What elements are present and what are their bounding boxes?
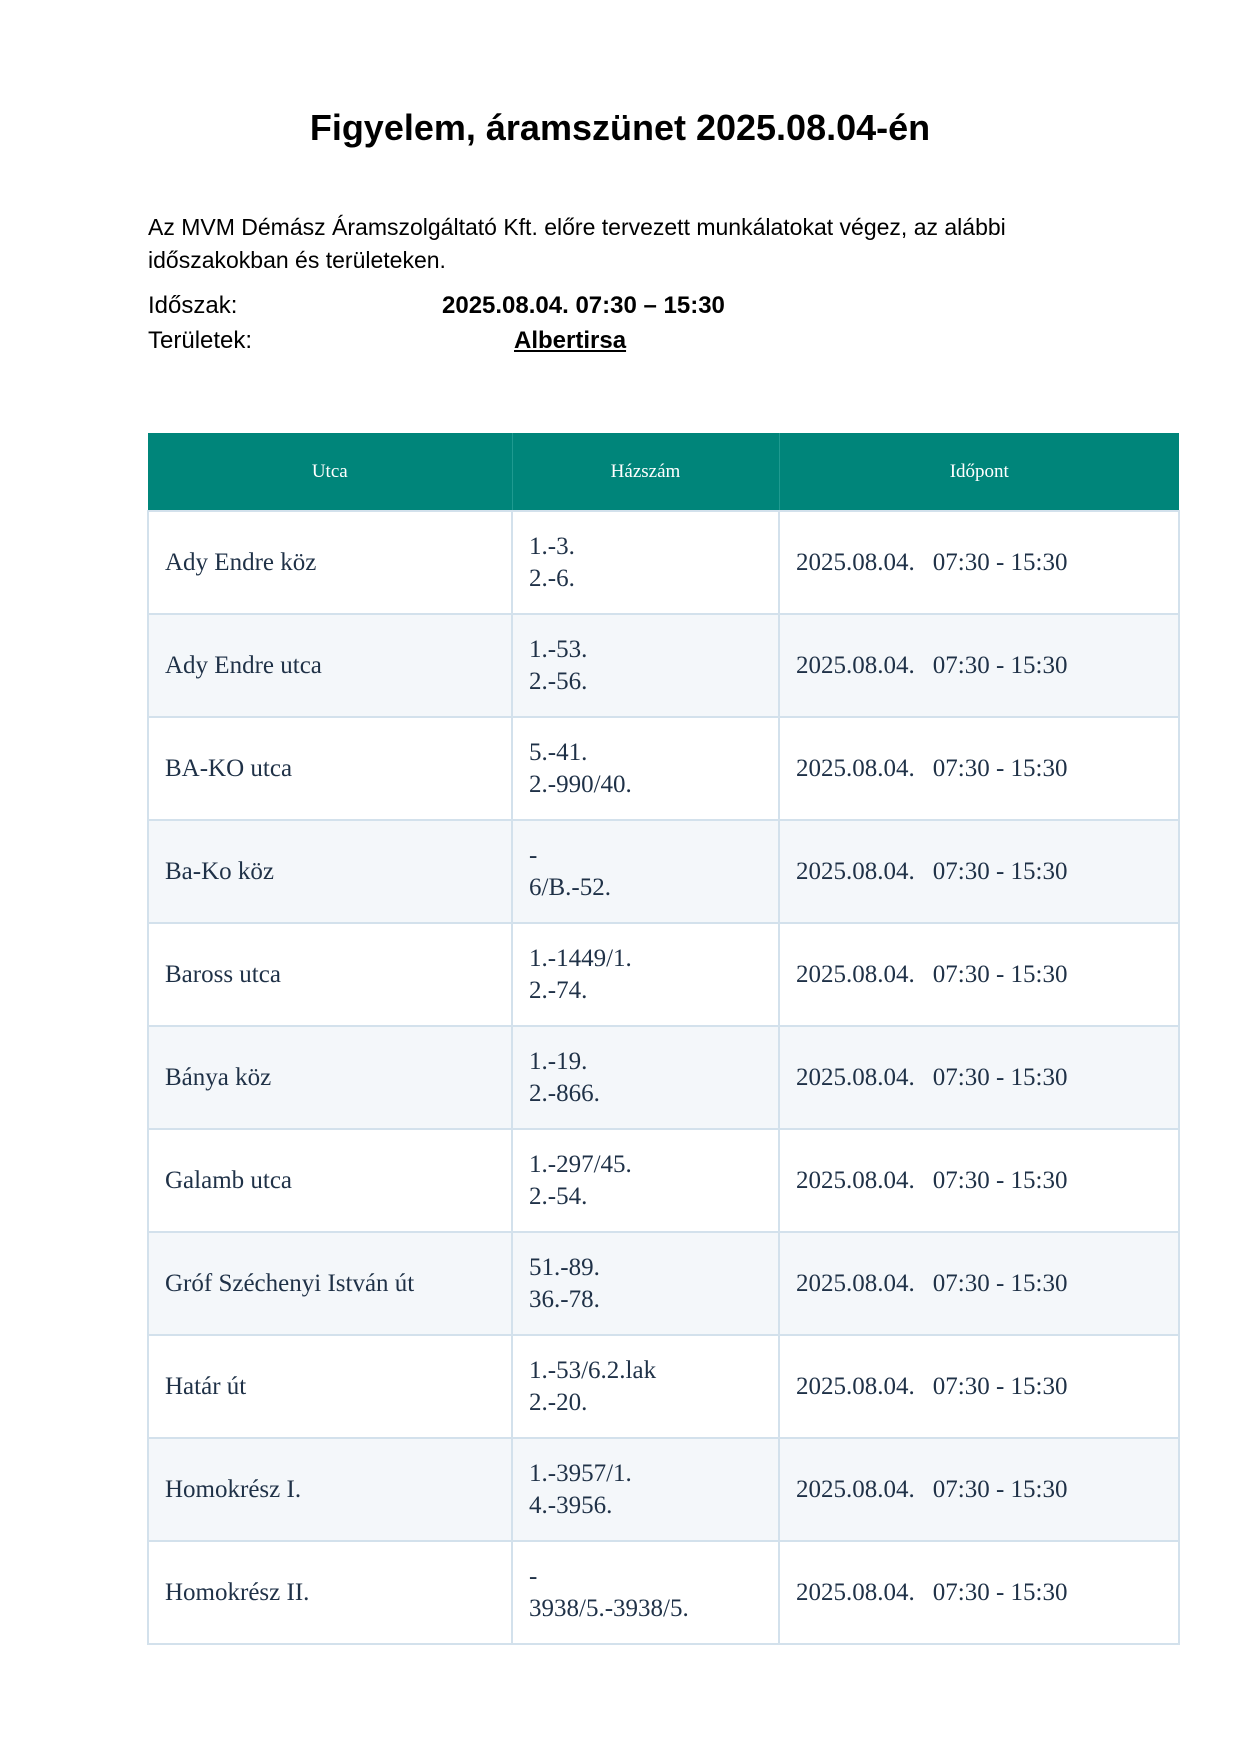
time-cell (779, 511, 1179, 614)
outage-date: 2025.08.04. (796, 960, 915, 988)
house-number-cell (512, 1438, 779, 1541)
house-number-range: 36.-78. (529, 1285, 600, 1313)
outage-date: 2025.08.04. (796, 754, 915, 782)
table-row (148, 820, 1179, 923)
outage-date: 2025.08.04. (796, 1063, 915, 1091)
time-cell (779, 1438, 1179, 1541)
house-number-range: 2.-54. (529, 1182, 588, 1210)
outage-time-range: 07:30 - 15:30 (932, 1269, 1068, 1297)
house-number-range: 2.-6. (529, 564, 575, 592)
outage-time-range: 07:30 - 15:30 (932, 1063, 1068, 1091)
intro-paragraph: Az MVM Démász Áramszolgáltató Kft. előre tervezett munkálatokat végez, az alábbi időszakokban és területeken. (148, 214, 1006, 273)
areas-label: Területek: (148, 327, 253, 354)
house-number-range: 2.-56. (529, 667, 588, 695)
house-number-range: 1.-53. (529, 635, 588, 663)
table-row (148, 1541, 1179, 1644)
house-number-cell (512, 923, 779, 1026)
outage-time-range: 07:30 - 15:30 (932, 1475, 1068, 1503)
time-cell (779, 923, 1179, 1026)
house-number-range: 3938/5.-3938/5. (529, 1594, 689, 1622)
house-number-range: 1.-53/6.2.lak (529, 1356, 657, 1384)
time-cell (779, 1541, 1179, 1644)
table-row (148, 1129, 1179, 1232)
house-number-range: 1.-3. (529, 532, 575, 560)
street-cell: BA-KO utca (148, 717, 512, 820)
house-number-cell (512, 511, 779, 614)
header-street: Utca (148, 433, 512, 511)
outage-date: 2025.08.04. (796, 1372, 915, 1400)
house-number-range: 2.-866. (529, 1079, 600, 1107)
outage-date: 2025.08.04. (796, 1166, 915, 1194)
table-row (148, 614, 1179, 717)
outage-time-range: 07:30 - 15:30 (932, 1372, 1068, 1400)
house-number-cell (512, 1232, 779, 1335)
period-label: Időszak: (148, 292, 238, 319)
house-number-range: 6/B.-52. (529, 873, 611, 901)
outage-time-range: 07:30 - 15:30 (932, 651, 1068, 679)
table-header-row (148, 433, 1179, 511)
areas-value: Albertirsa (514, 327, 627, 354)
house-number-range: 2.-20. (529, 1388, 588, 1416)
outage-time-range: 07:30 - 15:30 (932, 857, 1068, 885)
time-cell (779, 1232, 1179, 1335)
street-cell: Ady Endre utca (148, 614, 512, 717)
street-cell: Gróf Széchenyi István út (148, 1232, 512, 1335)
house-number-range: 4.-3956. (529, 1491, 613, 1519)
house-number-range: 2.-990/40. (529, 770, 632, 798)
outage-date: 2025.08.04. (796, 651, 915, 679)
outage-time-range: 07:30 - 15:30 (932, 754, 1068, 782)
time-cell (779, 1129, 1179, 1232)
table-row (148, 923, 1179, 1026)
table-body (148, 511, 1179, 1644)
time-cell (779, 1026, 1179, 1129)
street-cell: Baross utca (148, 923, 512, 1026)
outage-time-range: 07:30 - 15:30 (932, 1578, 1068, 1606)
house-number-cell (512, 1335, 779, 1438)
outage-date: 2025.08.04. (796, 857, 915, 885)
outage-date: 2025.08.04. (796, 548, 915, 576)
time-cell (779, 820, 1179, 923)
house-number-cell (512, 1129, 779, 1232)
house-number-cell (512, 820, 779, 923)
street-cell: Ba-Ko köz (148, 820, 512, 923)
outage-date: 2025.08.04. (796, 1475, 915, 1503)
table-row (148, 1335, 1179, 1438)
period-value: 2025.08.04. 07:30 – 15:30 (442, 292, 725, 319)
house-number-range: - (529, 1562, 538, 1590)
house-number-cell (512, 1541, 779, 1644)
outage-date: 2025.08.04. (796, 1269, 915, 1297)
house-number-range: 1.-3957/1. (529, 1459, 632, 1487)
house-number-range: 51.-89. (529, 1253, 600, 1281)
street-cell: Homokrész II. (148, 1541, 512, 1644)
house-number-range: - (529, 841, 538, 869)
outage-time-range: 07:30 - 15:30 (932, 1166, 1068, 1194)
house-number-cell (512, 1026, 779, 1129)
street-cell: Ady Endre köz (148, 511, 512, 614)
street-cell: Bánya köz (148, 1026, 512, 1129)
time-cell (779, 1335, 1179, 1438)
house-number-range: 2.-74. (529, 976, 588, 1004)
house-number-range: 1.-19. (529, 1047, 588, 1075)
street-cell: Határ út (148, 1335, 512, 1438)
time-cell (779, 717, 1179, 820)
house-number-range: 1.-1449/1. (529, 944, 632, 972)
house-number-cell (512, 717, 779, 820)
outage-table (147, 433, 1180, 1645)
time-cell (779, 614, 1179, 717)
outage-time-range: 07:30 - 15:30 (932, 960, 1068, 988)
house-number-cell (512, 614, 779, 717)
table-row (148, 1438, 1179, 1541)
outage-date: 2025.08.04. (796, 1578, 915, 1606)
table-row (148, 1026, 1179, 1129)
house-number-range: 5.-41. (529, 738, 588, 766)
street-cell: Homokrész I. (148, 1438, 512, 1541)
header-time: Időpont (779, 433, 1179, 511)
page-title: Figyelem, áramszünet 2025.08.04-én (309, 107, 931, 149)
table-row (148, 1232, 1179, 1335)
header-house-number: Házszám (512, 433, 779, 511)
outage-time-range: 07:30 - 15:30 (932, 548, 1068, 576)
street-cell: Galamb utca (148, 1129, 512, 1232)
house-number-range: 1.-297/45. (529, 1150, 632, 1178)
table-row (148, 511, 1179, 614)
table-row (148, 717, 1179, 820)
